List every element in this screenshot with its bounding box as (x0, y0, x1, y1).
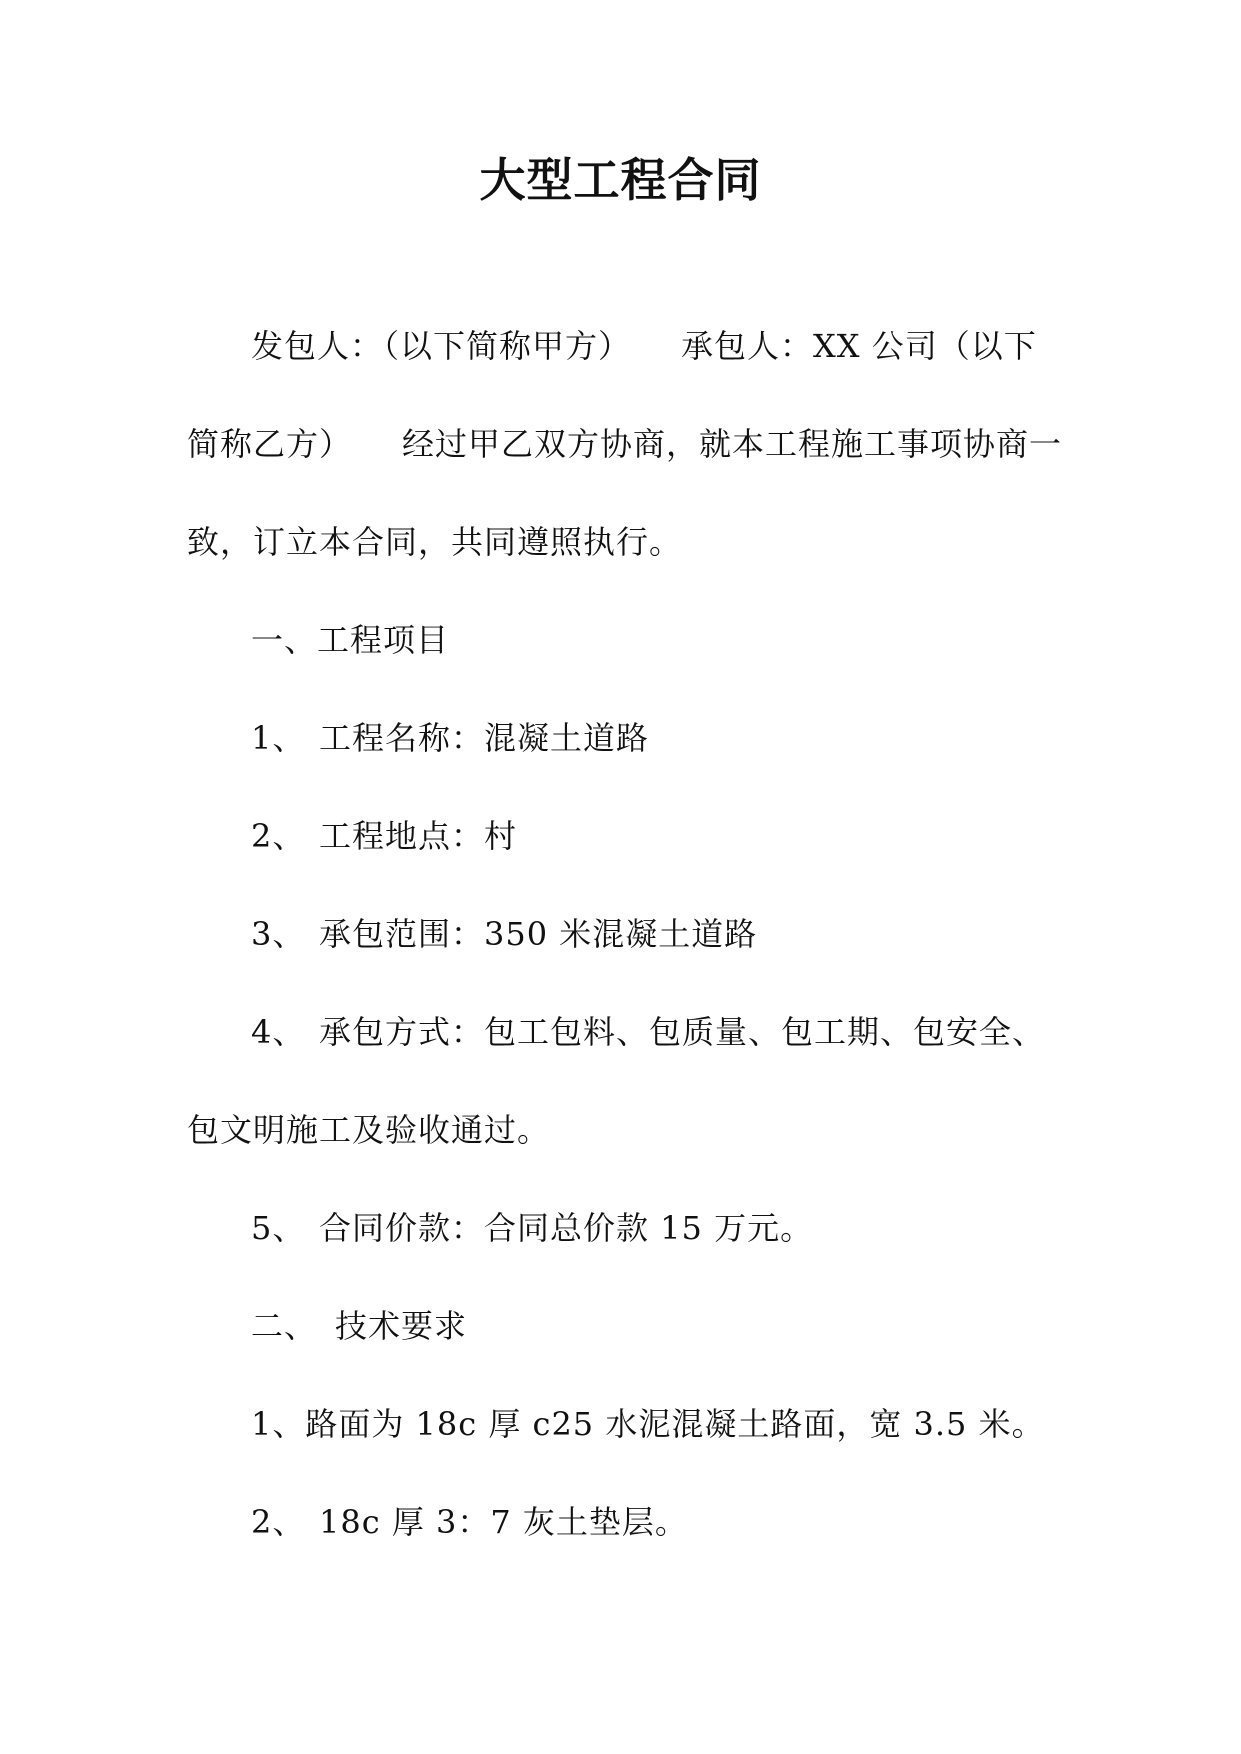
item-text: 承包范围：350 米混凝土道路 (319, 915, 758, 953)
item-number: 5、 (251, 1209, 306, 1247)
item-text: 合同价款：合同总价款 15 万元。 (319, 1209, 814, 1247)
item-number: 1、 (251, 719, 306, 757)
section-1-heading: 一、工程项目 (251, 621, 450, 659)
item-number: 3、 (251, 915, 306, 953)
item-number: 4、 (251, 1013, 306, 1051)
section-2-item-1 (187, 1375, 1067, 1473)
item-text: 1、路面为 18c 厚 c25 水泥混凝土路面，宽 3.5 米。 (251, 1405, 1045, 1443)
section-1-item-4 (187, 983, 1067, 1179)
item-text: 18c 厚 3：7 灰土垫层。 (319, 1503, 688, 1541)
section-1-item-5 (187, 1179, 1067, 1277)
section-2-heading (187, 1277, 1067, 1375)
document-title: 大型工程合同 (479, 153, 762, 207)
item-text: 工程名称：混凝土道路 (319, 719, 650, 757)
section-1-item-1 (187, 689, 1067, 787)
item-text: 工程地点：村 (319, 817, 518, 855)
document-body (187, 297, 1067, 1571)
item-text: 承包方式：包工包料、包质量、包工期、包安全、包文明施工及验收通过。 (187, 1013, 1046, 1149)
section-2-item-2 (187, 1473, 1067, 1571)
heading-number: 二、 (251, 1307, 318, 1345)
section-1-item-3 (187, 885, 1067, 983)
item-number: 2、 (251, 817, 306, 855)
heading-text: 技术要求 (335, 1307, 468, 1345)
intro-paragraph: 发包人：（以下简称甲方） 承包人：XX 公司（以下简称乙方） 经过甲乙双方协商，就本工程施工事项协商一致，订立本合同，共同遵照执行。 (187, 327, 1063, 561)
item-number: 2、 (251, 1503, 306, 1541)
section-1-item-2 (187, 787, 1067, 885)
